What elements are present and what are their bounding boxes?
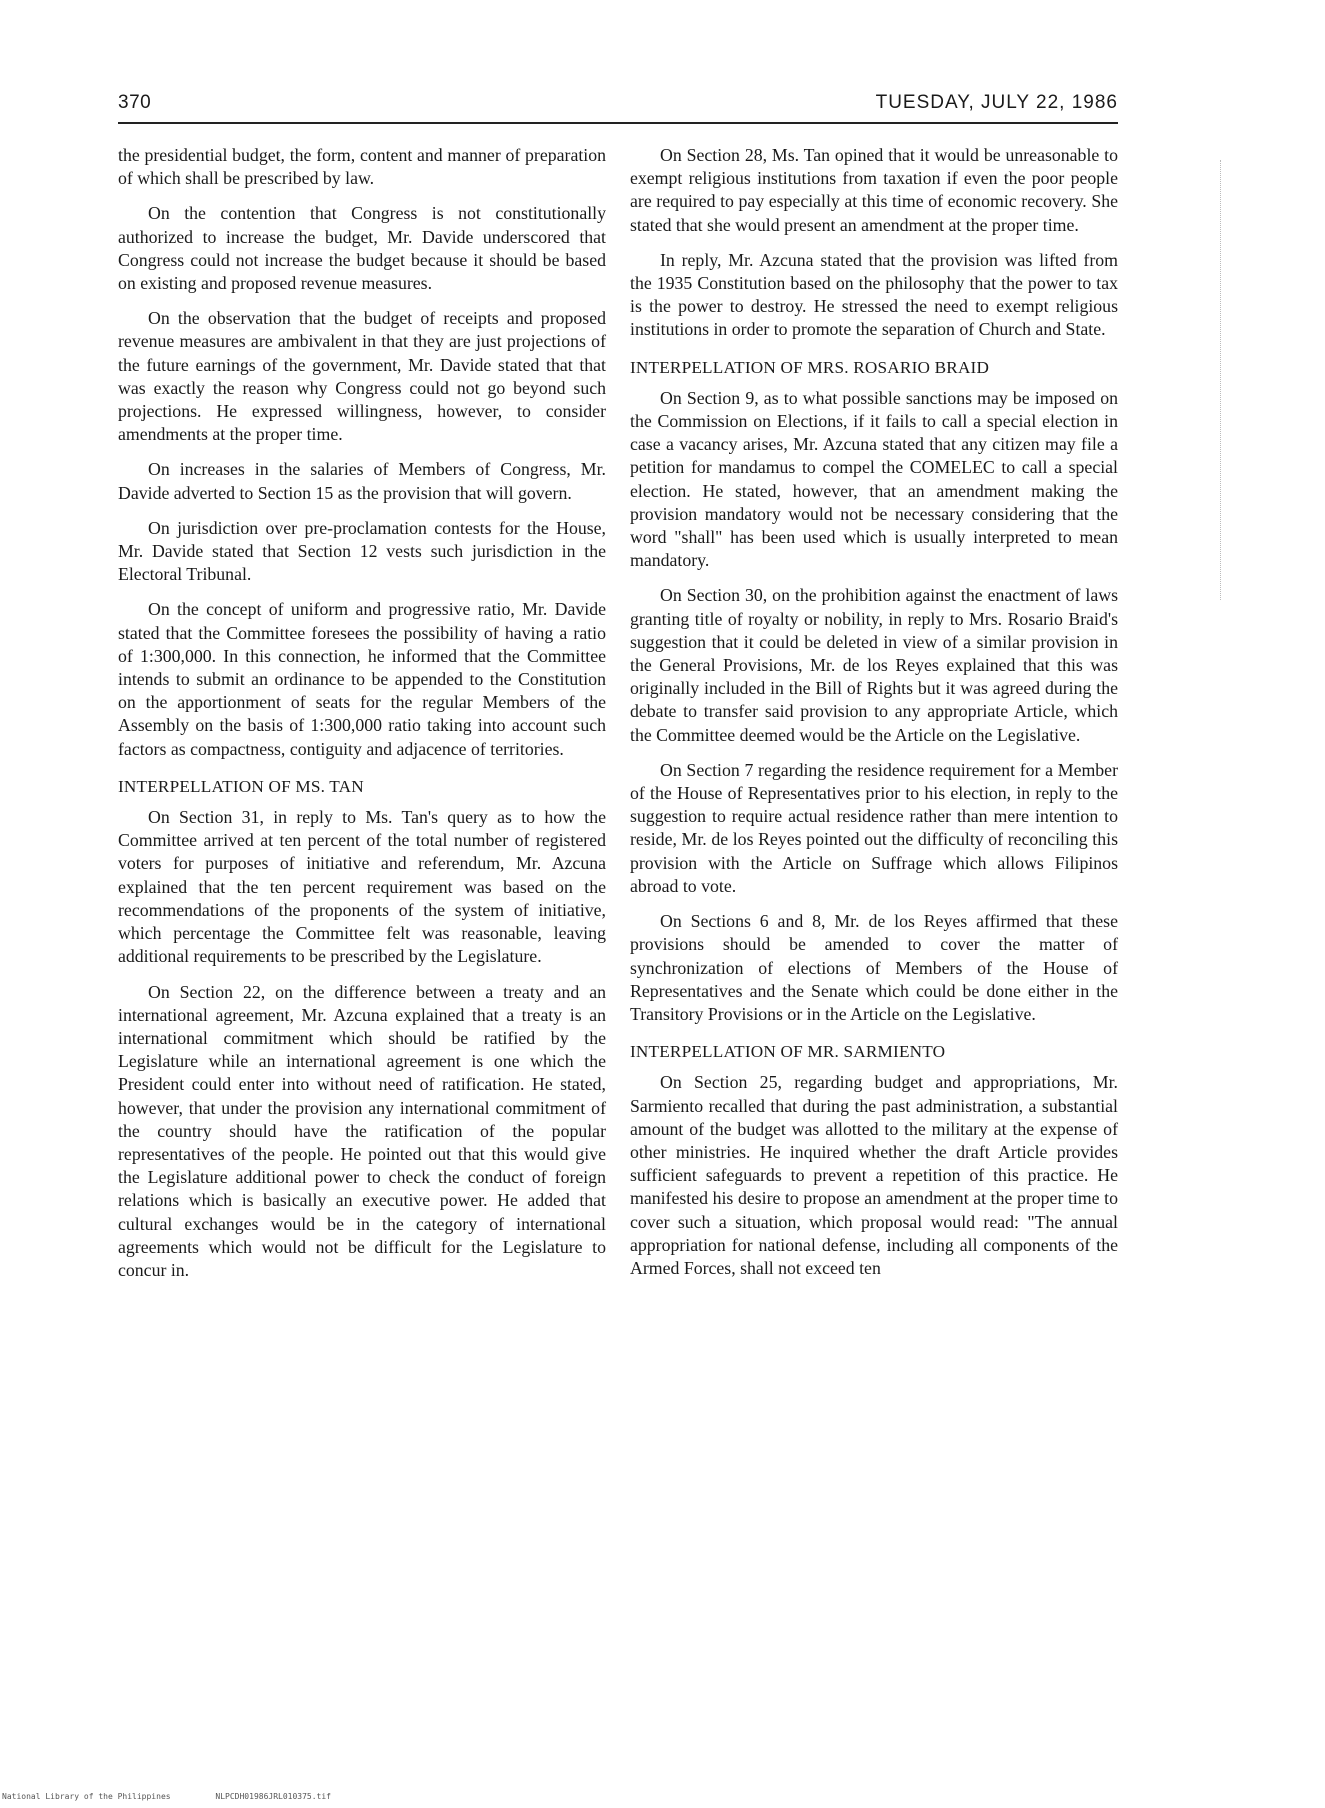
paragraph: On Section 7 regarding the residence requirement for a Member of the House of Representatives prior to his election, in reply to the suggestion to require actual residence rather than mere intention to reside, Mr. de los Reyes pointed out the difficulty of reconciling this provision with the Article on Suffrage which allows Filipinos abroad to vote. xyxy=(630,759,1118,896)
header-date: TUESDAY, JULY 22, 1986 xyxy=(875,92,1118,113)
paragraph: On increases in the salaries of Members of Congress, Mr. Davide adverted to Section 15 as the provision that will govern. xyxy=(118,459,606,503)
footer-file: NLPCDH01986JRL010375.tif xyxy=(215,1792,331,1801)
paragraph: On Section 22, on the difference between a treaty and an international agreement, Mr. Azcuna explained that a treaty is an international commitment which should be ratified by the Legislature while an international agreement is one which the President could enter into without need of ratification. He stated, however, that under the provision any international commitment of the country should have the ratification of the popular representatives of the people. He pointed out that this would give the Legislature additional power to check the conduct of foreign relations which is basically an executive power. He added that cultural exchanges would be in the category of international agreements which would not be difficult for the Legislature to concur in. xyxy=(118,981,606,1280)
paragraph: the presidential budget, the form, content and manner of preparation of which shall be prescribed by law. xyxy=(118,145,606,189)
section-heading: INTERPELLATION OF MRS. ROSARIO BRAID xyxy=(630,357,990,377)
paragraph: On the concept of uniform and progressive ratio, Mr. Davide stated that the Committee foresees the possibility of having a ratio of 1:300,000. In this connection, he informed that the Committee intends to submit an ordinance to be appended to the Constitution on the apportionment of seats for the regular Members of the Assembly on the basis of 1:300,000 ratio taking into account such factors as compactness, contiguity and adjacence of territories. xyxy=(118,599,606,759)
paragraph: On Section 30, on the prohibition against the enactment of laws granting title of royalty or nobility, in reply to Mrs. Rosario Braid's suggestion that it could be deleted in view of a similar provision in the General Provisions, Mr. de los Reyes explained that this was originally included in the Bill of Rights but it was agreed during the debate to transfer said provision to any appropriate Article, which the Committee deemed would be the Article on the Legislative. xyxy=(630,585,1118,745)
footer-library: National Library of the Philippines xyxy=(2,1792,171,1801)
paragraph: On Section 31, in reply to Ms. Tan's query as to how the Committee arrived at ten percent of the total number of registered voters for purposes of initiative and referendum, Mr. Azcuna explained that the ten percent requirement was based on the recommendations of the proponents of the system of initiative, which percentage the Committee felt was reasonable, leaving additional requirements to be prescribed by the Legislature. xyxy=(118,807,606,967)
right-column xyxy=(630,144,1118,1292)
page-header xyxy=(118,92,1118,124)
paragraph: In reply, Mr. Azcuna stated that the provision was lifted from the 1935 Constitution based on the philosophy that the power to tax is the power to destroy. He stressed the need to exempt religious institutions in order to promote the separation of Church and State. xyxy=(630,249,1118,340)
scan-footer xyxy=(2,1792,371,1801)
paragraph: On the contention that Congress is not constitutionally authorized to increase the budget, Mr. Davide underscored that Congress could not increase the budget because it should be based on existing and proposed revenue measures. xyxy=(118,203,606,294)
left-column xyxy=(118,144,606,1294)
section-heading: INTERPELLATION OF MS. TAN xyxy=(118,776,364,796)
paragraph: On Section 25, regarding budget and appropriations, Mr. Sarmiento recalled that during the past administration, a substantial amount of the budget was allotted to the military at the expense of other ministries. He inquired whether the draft Article provides sufficient safeguards to prevent a repetition of this practice. He manifested his desire to propose an amendment at the proper time to cover such a situation, which proposal would read: "The annual appropriation for national defense, including all components of the Armed Forces, shall not exceed ten xyxy=(630,1072,1118,1278)
paragraph: On Sections 6 and 8, Mr. de los Reyes affirmed that these provisions should be amended to cover the matter of synchronization of elections of Members of the House of Representatives and the Senate which could be done either in the Transitory Provisions or in the Article on the Legislative. xyxy=(630,911,1118,1024)
paragraph: On the observation that the budget of receipts and proposed revenue measures are ambivalent in that they are just projections of the future earnings of the government, Mr. Davide stated that that was exactly the reason why Congress could not go beyond such projections. He expressed willingness, however, to consider amendments at the proper time. xyxy=(118,308,606,445)
page-number: 370 xyxy=(118,92,152,113)
section-heading: INTERPELLATION OF MR. SARMIENTO xyxy=(630,1042,946,1062)
paragraph: On Section 9, as to what possible sanctions may be imposed on the Commission on Elections, if it fails to call a special election in case a vacancy arises, Mr. Azcuna stated that any citizen may file a petition for mandamus to compel the COMELEC to call a special election. He stated, however, that an amendment making the provision mandatory would not be necessary considering that the word "shall" has been used which is usually interpreted to mean mandatory. xyxy=(630,387,1118,571)
scan-margin-artifact xyxy=(1220,160,1225,600)
paragraph: On jurisdiction over pre-proclamation contests for the House, Mr. Davide stated that Section 12 vests such jurisdiction in the Electoral Tribunal. xyxy=(118,517,606,585)
paragraph: On Section 28, Ms. Tan opined that it would be unreasonable to exempt religious institutions from taxation if even the poor people are required to pay especially at this time of economic recovery. She stated that she would present an amendment at the proper time. xyxy=(630,145,1118,235)
